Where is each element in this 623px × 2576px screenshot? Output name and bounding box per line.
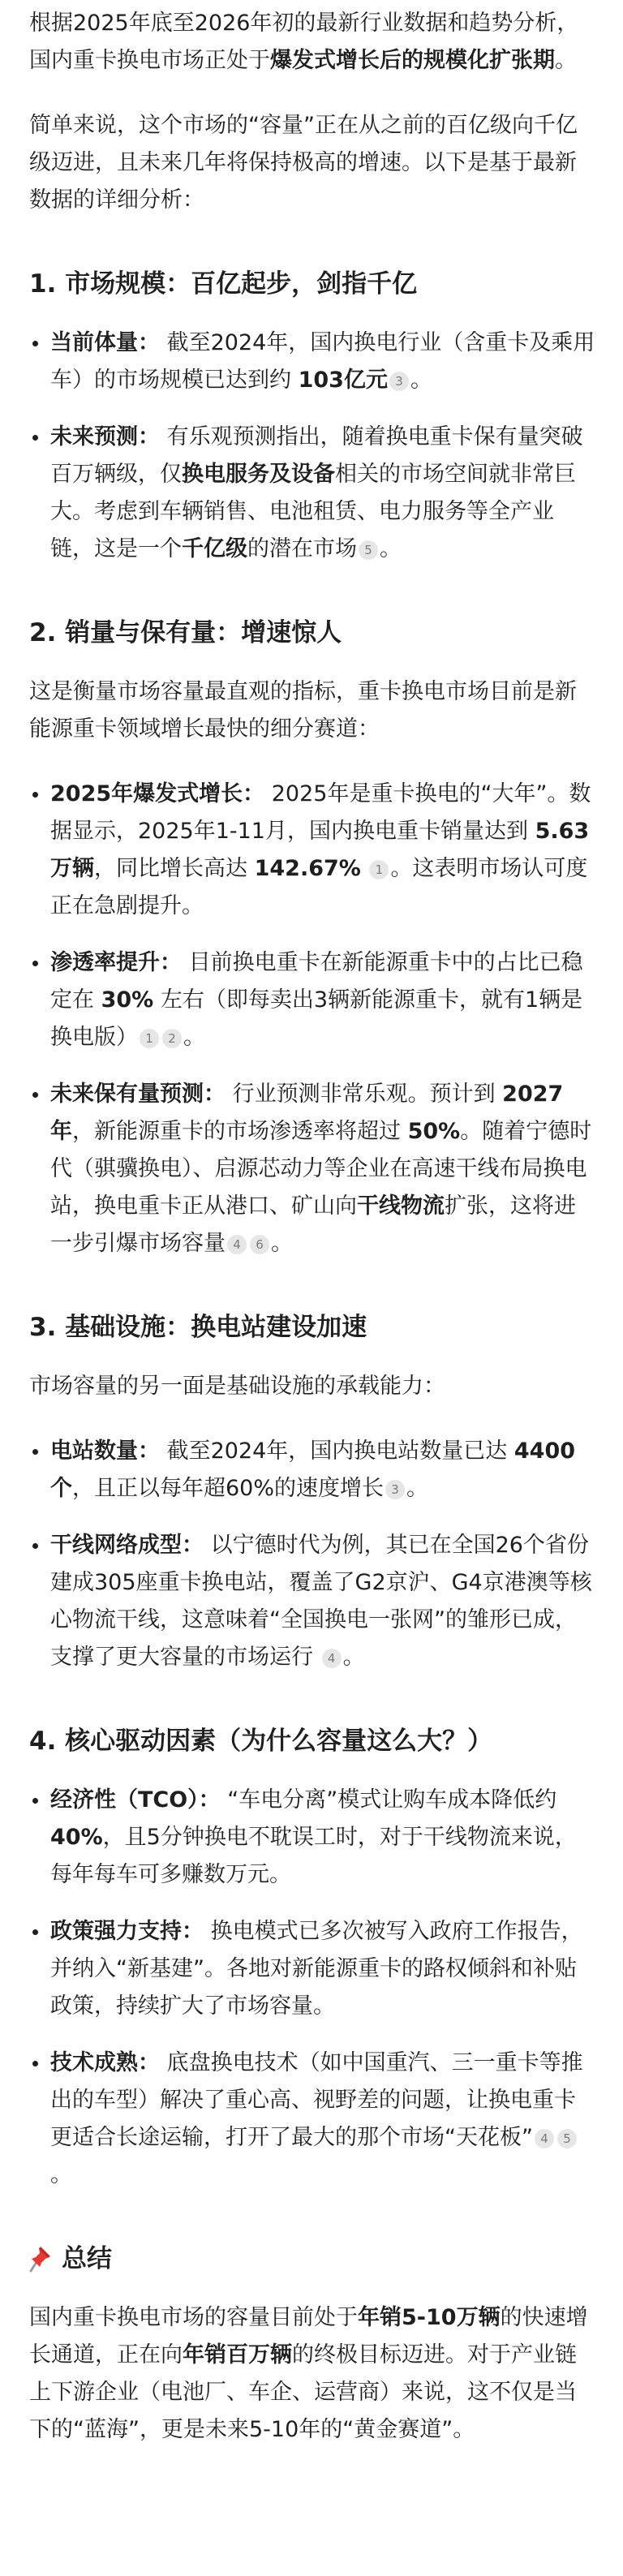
citation-badge[interactable]: 3 [385, 1480, 405, 1499]
section-heading-sales: 2. 销量与保有量：增速惊人 [29, 618, 342, 647]
list-item: 渗透率提升： 目前换电重卡在新能源重卡中的占比已稳定在 30% 左右（即每卖出3辆新能源重卡，就有1辆是换电版） 1 2 。 [29, 944, 595, 1056]
section-2-list [29, 776, 595, 1262]
pushpin-icon [29, 2245, 54, 2273]
citation-badge[interactable]: 5 [359, 540, 378, 560]
citation-badge[interactable]: 1 [369, 860, 389, 879]
section-3-list [29, 1433, 595, 1676]
list-item: 干线网络成型： 以宁德时代为例，其已在全国26个省份建成305座重卡换电站，覆盖了G2京沪、G4京港澳等核心物流干线，这意味着“全国换电一张网”的雏形已成，支撑了更大容量的市场运行 4 。 [29, 1527, 595, 1676]
section-heading-summary: 总结 [29, 2239, 595, 2278]
list-item: 电站数量： 截至2024年，国内换电站数量已达 4400个，且正以每年超60%的速度增长 3 。 [29, 1433, 595, 1507]
citation-badge[interactable]: 1 [140, 1029, 159, 1048]
citation-badge[interactable]: 2 [162, 1029, 182, 1048]
citation-badge[interactable]: 5 [557, 2129, 577, 2148]
section-2-intro: 这是衡量市场容量最直观的指标，重卡换电市场目前是新能源重卡领域增长最快的细分赛道： [29, 679, 577, 742]
list-item: 未来保有量预测： 行业预测非常乐观。预计到 2027年，新能源重卡的市场渗透率将超过 50%。随着宁德时代（骐骥换电）、启源芯动力等企业在高速干线布局换电站，换电重卡正从港口、矿山向干线物流扩张，这将进一步引爆市场容量 4 6 。 [29, 1076, 595, 1262]
citation-badge[interactable]: 6 [250, 1235, 269, 1254]
citation-badge[interactable]: 4 [535, 2129, 554, 2148]
section-1-list [29, 325, 595, 568]
citation-badge[interactable]: 4 [227, 1235, 247, 1254]
section-heading-market-size: 1. 市场规模：百亿起步，剑指千亿 [29, 269, 418, 299]
list-item: 技术成熟： 底盘换电技术（如中国重汽、三一重卡等推出的车型）解决了重心高、视野差的问题，让换电重卡更适合长途运输，打开了最大的那个市场“天花板” 4 5。 [29, 2045, 595, 2194]
list-item: 2025年爆发式增长： 2025年是重卡换电的“大年”。数据显示，2025年1-11月，国内换电重卡销量达到 5.63万辆，同比增长高达 142.67% 1 。这表明市场认可度正在急剧提升。 [29, 776, 595, 925]
list-item: 当前体量： 截至2024年，国内换电行业（含重卡及乘用车）的市场规模已达到约 103亿元 3 。 [29, 325, 595, 399]
intro-paragraph-2: 简单来说，这个市场的“容量”正在从之前的百亿级向千亿级迈进，且未来几年将保持极高的增速。以下是基于最新数据的详细分析： [29, 113, 578, 213]
section-4-list [29, 1782, 595, 2194]
citation-badge[interactable]: 4 [322, 1649, 342, 1668]
intro-paragraph-1: 根据2025年底至2026年初的最新行业数据和趋势分析，国内重卡换电市场正处于爆发式增长后的规模化扩张期。 [29, 11, 579, 73]
list-item: 经济性（TCO）： “车电分离”模式让购车成本降低约 40%，且5分钟换电不耽误工时，对于干线物流来说，每年每车可多赚数万元。 [29, 1782, 595, 1894]
section-3-intro: 市场容量的另一面是基础设施的承载能力： [29, 1374, 445, 1399]
section-heading-drivers: 4. 核心驱动因素（为什么容量这么大？） [29, 1727, 493, 1756]
list-item: 未来预测： 有乐观预测指出，随着换电重卡保有量突破百万辆级，仅换电服务及设备相关的市场空间就非常巨大。考虑到车辆销售、电池租赁、电力服务等全产业链，这是一个千亿级的潜在市场 5 。 [29, 419, 595, 568]
section-heading-infrastructure: 3. 基础设施：换电站建设加速 [29, 1313, 367, 1342]
list-item: 政策强力支持： 换电模式已多次被写入政府工作报告，并纳入“新基建”。各地对新能源重卡的路权倾斜和补贴政策，持续扩大了市场容量。 [29, 1913, 595, 2025]
summary-paragraph: 国内重卡换电市场的容量目前处于年销5-10万辆的快速增长通道，正在向年销百万辆的终极目标迈进。对于产业链上下游企业（电池厂、车企、运营商）来说，这不仅是当下的“蓝海”，更是未来5-10年的“黄金赛道”。 [29, 2305, 588, 2442]
citation-badge[interactable]: 3 [389, 372, 409, 391]
